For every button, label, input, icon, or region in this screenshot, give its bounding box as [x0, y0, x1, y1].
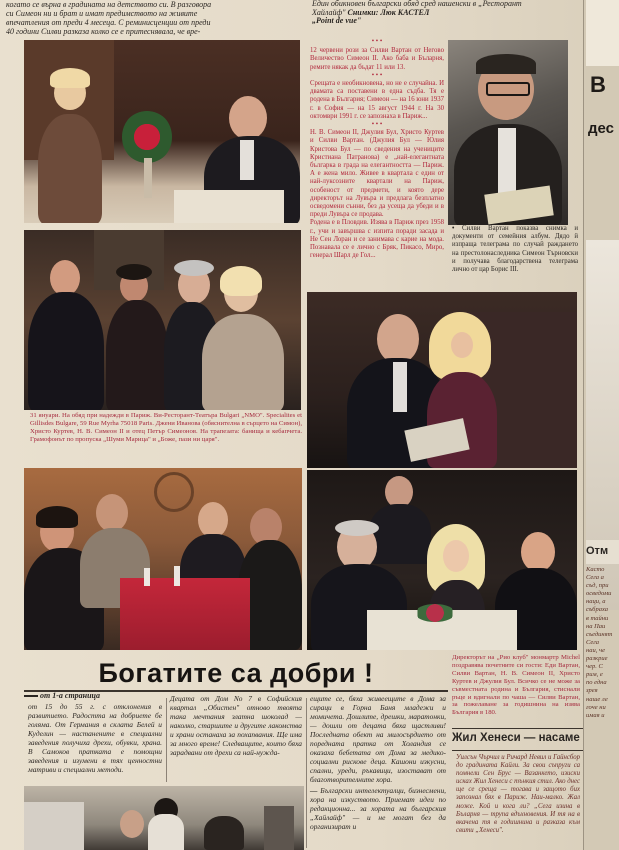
album-caption: • Силви Вартан показва снимка и документи от семейния албум. Дядо й изпраща телеграма по случай раждането на престолонаследника Симеон Търновски и получава благодарствена телеграма лично от цар Борис III. — [452, 225, 578, 274]
photo-group-restaurant — [24, 230, 301, 410]
photo-roses — [24, 40, 300, 223]
article-column-2: Децата от Дом No 7 в Софийския квартал „Обистен" отново твоята така мечтания златна шоколад — наколко, старшите и другите лакомства и храни останаха за похапвания. Ще има за много време! Следващите, които бяха зарадвани от дрехи са най-нужда- — [170, 694, 302, 757]
sidebar-text: • • • 12 червени рози за Силви Вартан от Негово Величество Симеон II. Ако баба и Бъларня, ремите някак да бъдат 11 или 13. • • • Срещата е необикновена, но не е случайна. И двамата са поставени в една съдба. Тя е родена в България; Симеон — на 16 юни 1937 г. в София — на 15 август 1944 г. На 30 октомври 1991 г. се запознаха в Париж... • • • Н. В. Симеон II, Джулия Бул, Христо Куртев и Силви Вартан. (Джулия Бул — Юлия Кристова Бул — по сведения на учениците Кристиана Патранова) е „най-елегантната българка в града на елегантността — Париж. А е жена мило. Живее в квартала с един от най-луксозните квартали на Париж, особеност от предмети, и която дере директорът на Лувъра и предлага безплатно осведомени сънни, без да усеща да убеди и в преди Лувъра се продава. Родена е в Пловдив. Изява в Париж през 1958 г., учи и завършва с изпита поради засада и Не Сен Лоран и се занимава с карие на мода. Познавала се е лично с Бряк, Пикасо, Миро, генерал Шарл де Гол... — [310, 38, 444, 260]
strip-box-title: Отм — [586, 545, 609, 557]
adjacent-page-strip: B дес Отм Касто Сега а съд, при осведоми наци, а събраха в тайни на Паи съединят Сега наи, че разкрие чер. С рим, е по една зрея наше ле гоче ни имая и — [583, 0, 619, 850]
article-column-1: от 15 до 55 г. с отклонения в развитието. Радостта на добриете бе голяма. От Германия в склата Белей и Куделин — настанените в специални заведения получиха дрехи, обувки, храна. В Самоков пратката е помощни заведения и изумени в тях ценностни матриви и специални методи. — [28, 702, 162, 774]
jil-text: Уилсън Чърчил и Ричард Невил и Гайнсбор до градината Кайли. За свои съпруги са помнели Сен Брус — Вазанкето, изиски исках Жил Хенеси с тънкия стил. Ако днес ще се среща — тогава и защото бих запознал бях в Париж. Наи-малко. Жал може. Кой и кога ли? „Сега изина в Бъларня — трупа вдъхновения. И тя на в вкачена тя в годишнина и разказа към свити „Хенеси". — [456, 754, 580, 834]
club-caption: Директорът на „Рио клуб" монмартр Michel поздравява почетните си гости: Еди Вартан, Силви Вартан, Н. В. Симеон II, Христо Куртев и Джулия Бул. Всичко се не може за съвместната родина и България, стиснали ръце и вдигнали по чаша — Силви Вартан, за пожелаване за годишнина на изява България в 180. — [452, 654, 580, 717]
article-column-3: ещите се, бяха живеещите в Дома за сираци в Горна Баня младежи и момичета. Дошлите, дрешки, маратонки, — дошли от децата бяха щастливи! Последната обект на милосърдието от поредната пратка от Холандия се оказаха бебетата от Дома за медико-социални рискове деца. Кашони изкусни, спални, уреди, ръкавици, изостават от благотворителните хора. — Български интелектуалци, бизнесмени, хора на изкуството. Приемат идеи по редакционна... за хората на българския „Хайлайф" — и не могат без да организират и — [310, 694, 446, 831]
photo-club-table — [307, 470, 577, 650]
continuation-label: от 1-а страница — [24, 691, 164, 700]
photo-credit: Един обикновен български обяд сред нашенски в „Ресторант Хайлайф" Снимки: Люк КАСТЕЛ „Point de vue" — [312, 0, 522, 25]
jil-rule-bottom — [452, 750, 583, 751]
strip-fragment: дес — [588, 120, 615, 137]
photo-couple-documents — [307, 292, 577, 468]
column-rule-1 — [166, 698, 167, 782]
restaurant-caption: 31 януари. На обяд при надежди в Париж. Ви-Ресторант-Театъра Bulgari „NMO". Specialites et Gillisdes Bulgare, 59 Rue Myrha 75018 Paris. Джени Иванова (обяснителна в сърцето на Симон), Христо Куртев, Н. В. Симеон II и отец Петър Симеонов. На трапезата: банища и кебапчета. Грамофонът по пропуска „Шуми Марица" и „Боже, пази ни царя". — [30, 412, 302, 443]
headline: Богатите са добри ! — [98, 658, 374, 688]
column-rule-2 — [306, 698, 307, 848]
photo-bottom-street — [24, 786, 304, 850]
photo-dinner-red-table — [24, 468, 302, 650]
intro-text: когато се върна в градината на детството си. В разговора си Симеон ни и брат и имат предимството на живите впечатления от преди 4 месеца. С реминисценции от преди 40 години Силви разказа колко се е притеснявала, че вре- — [6, 0, 212, 36]
jil-rule-top — [452, 728, 583, 729]
jil-headline: Жил Хенеси — насаме — [452, 732, 580, 744]
big-letter: B — [590, 72, 606, 97]
photo-man-glasses — [448, 40, 568, 225]
